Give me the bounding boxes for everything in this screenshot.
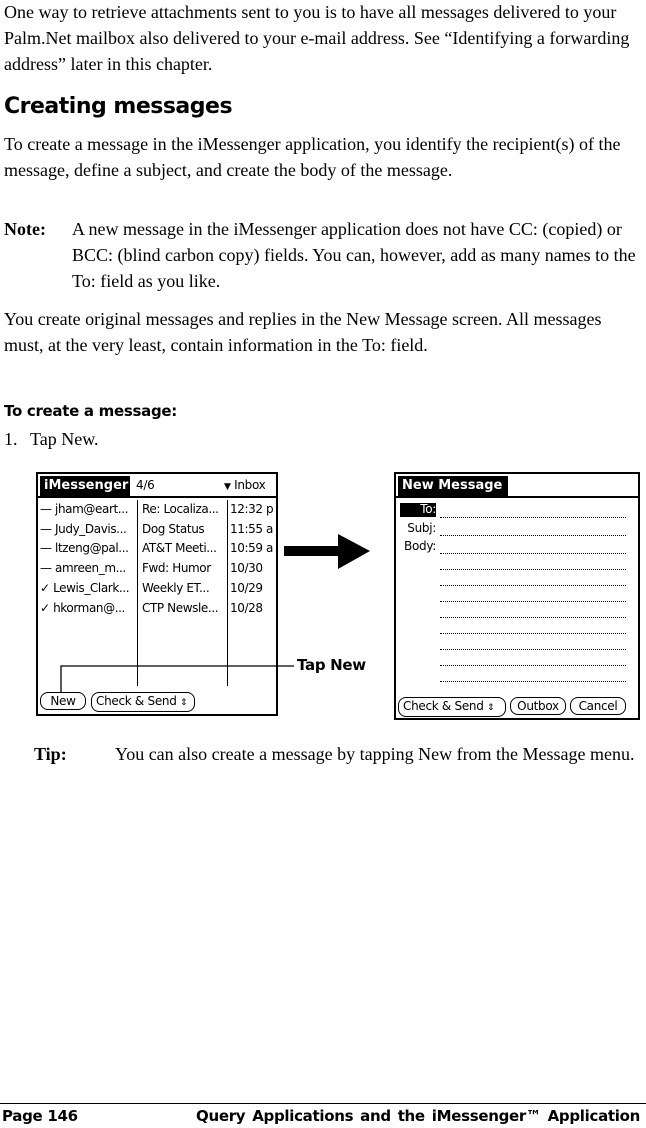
tip-label: Tip: <box>34 744 67 764</box>
chapter-title: Query Applications and the iMessenger™ Application <box>196 1107 640 1125</box>
time: 11:55 a <box>230 521 273 536</box>
body-input-line[interactable] <box>440 617 626 618</box>
time: 10/29 <box>230 580 263 595</box>
subject[interactable]: Dog Status <box>142 521 205 536</box>
body-input-line[interactable] <box>440 569 626 570</box>
section-heading: Creating messages <box>4 94 233 119</box>
status-mark: — <box>40 561 52 576</box>
sender: hkorman@... <box>53 600 125 615</box>
check-send-label: Check & Send <box>403 699 484 713</box>
body-input-line[interactable] <box>440 633 626 634</box>
check-send-button[interactable] <box>398 697 506 717</box>
body-field-label[interactable]: Body: <box>404 539 436 553</box>
subject[interactable]: Weekly ET... <box>142 580 210 595</box>
body-input-line[interactable] <box>440 681 626 682</box>
sender: amreen_m... <box>55 561 126 576</box>
sender: jham@eart... <box>55 502 129 516</box>
sender: ltzeng@pal... <box>55 541 129 556</box>
status-mark: — <box>40 521 52 536</box>
body-input-line[interactable] <box>440 665 626 666</box>
time: 12:32 p <box>230 502 274 516</box>
time: 10:59 a <box>230 541 273 556</box>
intro-paragraph: One way to retrieve attachments sent to you is to have all messages delivered to your Palm.Net mailbox also delivered to your e-mail address. See “Identifying a forwarding address” later in this chapter. <box>4 2 630 74</box>
procedure-heading: To create a message: <box>4 402 177 420</box>
sender: Judy_Davis... <box>55 521 127 536</box>
new-message-title: New Message <box>398 476 508 496</box>
step-number: 1. <box>4 429 18 449</box>
subject[interactable]: Fwd: Humor <box>142 561 211 576</box>
subject[interactable]: Re: Localiza... <box>142 502 219 516</box>
new-button[interactable]: New <box>40 692 86 710</box>
to-field-label[interactable]: To: <box>420 502 436 516</box>
inbox-count: 4/6 <box>136 478 155 492</box>
subject[interactable]: AT&T Meeti... <box>142 541 217 556</box>
subj-input[interactable] <box>440 535 626 536</box>
step-text: Tap New. <box>30 429 99 449</box>
footer-divider <box>0 1103 646 1104</box>
chevron-down-icon: ⇕ <box>180 698 188 708</box>
subj-field-label[interactable]: Subj: <box>407 521 436 535</box>
to-input[interactable] <box>440 517 626 518</box>
inbox-title: iMessenger <box>40 476 130 496</box>
outbox-button[interactable]: Outbox <box>510 697 566 715</box>
chevron-down-icon: ⇕ <box>487 703 495 713</box>
paragraph-new-message: You create original messages and replies in the New Message screen. All messages must, at the very least, contain information in the To: field. <box>4 309 602 355</box>
cancel-button[interactable]: Cancel <box>570 697 626 715</box>
note-text: A new message in the iMessenger application does not have CC: (copied) or BCC: (blind carbon copy) fields. You can, however, add as many names to the To: field as you like. <box>72 219 636 291</box>
time: 10/30 <box>230 561 263 576</box>
body-input-line[interactable] <box>440 585 626 586</box>
page-number: Page 146 <box>2 1107 78 1125</box>
sender: Lewis_Clark... <box>53 580 130 595</box>
status-mark: — <box>40 541 52 556</box>
body-input-line[interactable] <box>440 601 626 602</box>
subject[interactable]: CTP Newsle... <box>142 600 219 615</box>
new-message-screen <box>394 472 640 720</box>
chevron-down-icon: ▼ <box>224 482 231 492</box>
folder-label: Inbox <box>234 478 266 492</box>
body-input-line[interactable] <box>440 553 626 554</box>
section-paragraph: To create a message in the iMessenger application, you identify the recipient(s) of the message, define a subject, and create the body of the message. <box>4 134 621 180</box>
arrow-right-icon <box>284 532 370 572</box>
status-mark: — <box>40 502 52 516</box>
body-input-line[interactable] <box>440 649 626 650</box>
callout-label: Tap New <box>297 656 366 674</box>
check-icon: ✓ <box>40 600 50 615</box>
tip-text: You can also create a message by tapping New from the Message menu. <box>115 744 635 764</box>
check-icon: ✓ <box>40 580 50 595</box>
note-label: Note: <box>4 219 46 239</box>
time: 10/28 <box>230 600 263 615</box>
title-divider <box>396 496 638 498</box>
check-send-label: Check & Send <box>96 694 177 708</box>
